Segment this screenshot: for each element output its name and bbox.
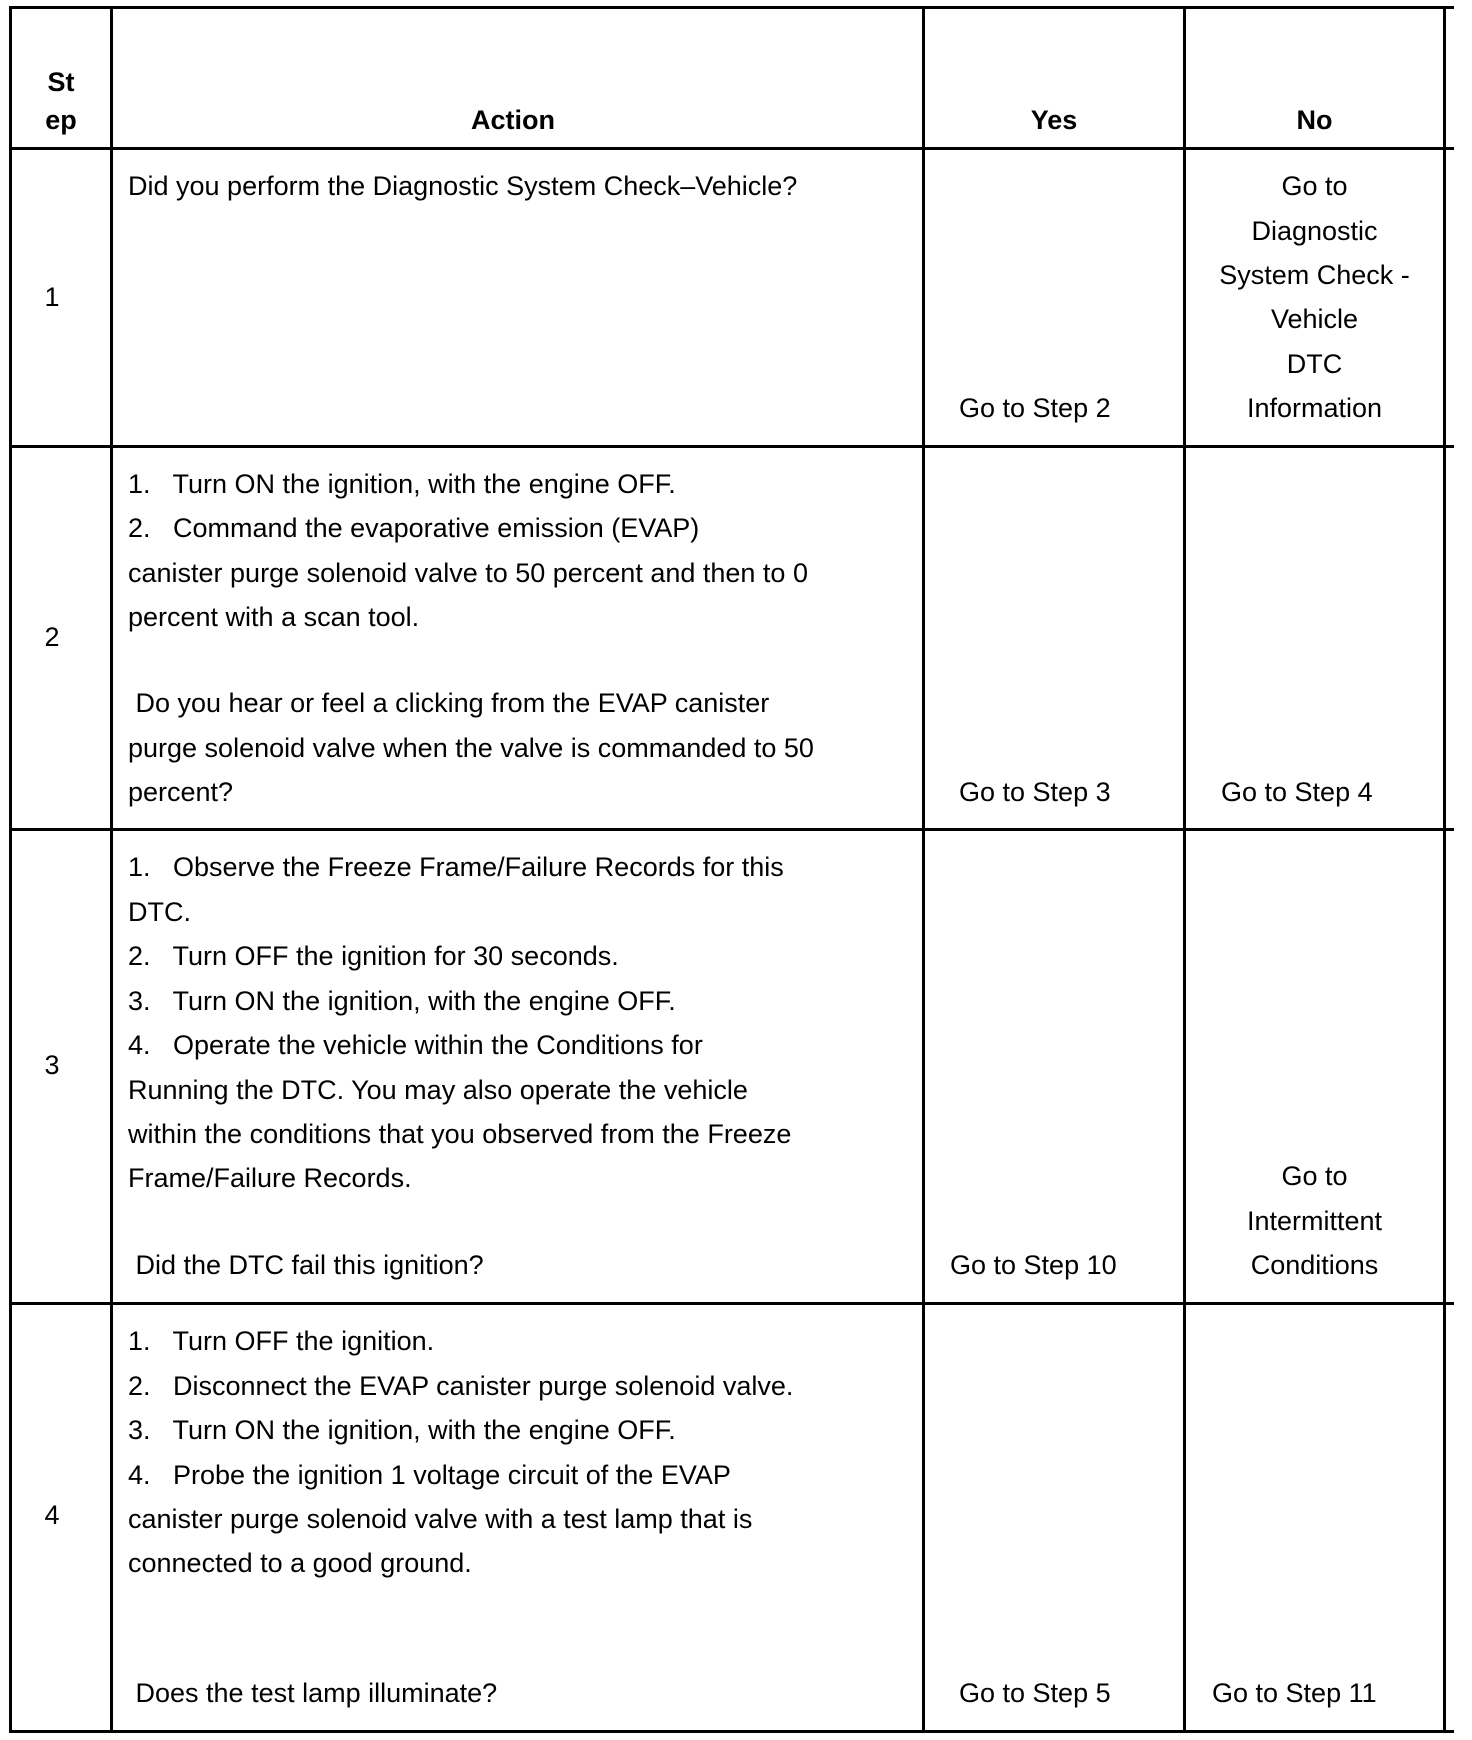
action-text: 1. Turn ON the ignition, with the engine OFF. [128,469,676,499]
yes-result: Go to Step 2 [959,393,1111,423]
no-result: Diagnostic [1251,216,1378,246]
no-result: DTC [1286,349,1343,379]
table-border-right [1443,6,1446,1733]
action-text: Does the test lamp illuminate? [128,1678,498,1708]
header-yes: Yes [1030,105,1078,135]
yes-result: Go to Step 5 [959,1678,1111,1708]
no-result: Go to Step 4 [1221,777,1373,807]
table-border-top [9,6,1454,9]
row-divider [9,1302,1454,1305]
yes-result: Go to Step 3 [959,777,1111,807]
action-text: 4. Probe the ignition 1 voltage circuit of the EVAP [128,1460,731,1490]
no-result: Go to [1281,1161,1348,1191]
action-text: 1. Turn OFF the ignition. [128,1326,435,1356]
action-text: Frame/Failure Records. [128,1163,412,1193]
no-result: Vehicle [1270,304,1359,334]
action-text: percent with a scan tool. [128,602,420,632]
table-border-left [9,6,12,1733]
action-text: 3. Turn ON the ignition, with the engine OFF. [128,986,676,1016]
yes-result: Go to Step 10 [950,1250,1117,1280]
action-text: purge solenoid valve when the valve is commanded to 50 [128,733,814,763]
action-text: 2. Command the evaporative emission (EVAP) [128,513,700,543]
column-divider [110,6,113,1733]
no-result: Intermittent [1246,1206,1383,1236]
table-border-bottom [9,1730,1454,1733]
action-text: 4. Operate the vehicle within the Conditions for [128,1030,703,1060]
header-step-line2: ep [45,105,77,135]
no-result: System Check - [1219,260,1410,290]
action-text: 2. Turn OFF the ignition for 30 seconds. [128,941,619,971]
no-result: Information [1246,393,1383,423]
action-text: 2. Disconnect the EVAP canister purge solenoid valve. [128,1371,794,1401]
header-no: No [1296,105,1333,135]
action-text: Did you perform the Diagnostic System Check–Vehicle? [128,171,798,201]
header-step-line1: St [47,67,75,97]
action-text: connected to a good ground. [128,1548,472,1578]
action-text: within the conditions that you observed from the Freeze [128,1119,792,1149]
step-number: 2 [44,622,60,652]
no-result: Go to [1281,171,1348,201]
step-number: 1 [44,282,60,312]
action-text: DTC. [128,897,191,927]
row-divider [9,828,1454,831]
step-number: 4 [44,1500,60,1530]
step-number: 3 [44,1050,60,1080]
action-text: canister purge solenoid valve to 50 percent and then to 0 [128,558,808,588]
row-divider [9,445,1454,448]
no-result: Conditions [1250,1250,1379,1280]
action-text: Do you hear or feel a clicking from the EVAP canister [128,688,770,718]
action-text: 3. Turn ON the ignition, with the engine OFF. [128,1415,676,1445]
action-text: canister purge solenoid valve with a test lamp that is [128,1504,753,1534]
header-action: Action [471,105,555,135]
action-text: 1. Observe the Freeze Frame/Failure Records for this [128,852,784,882]
action-text: percent? [128,777,234,807]
action-text: Did the DTC fail this ignition? [128,1250,484,1280]
header-divider [9,147,1454,150]
no-result: Go to Step 11 [1212,1678,1377,1708]
column-divider [922,6,925,1733]
action-text: Running the DTC. You may also operate the vehicle [128,1075,748,1105]
